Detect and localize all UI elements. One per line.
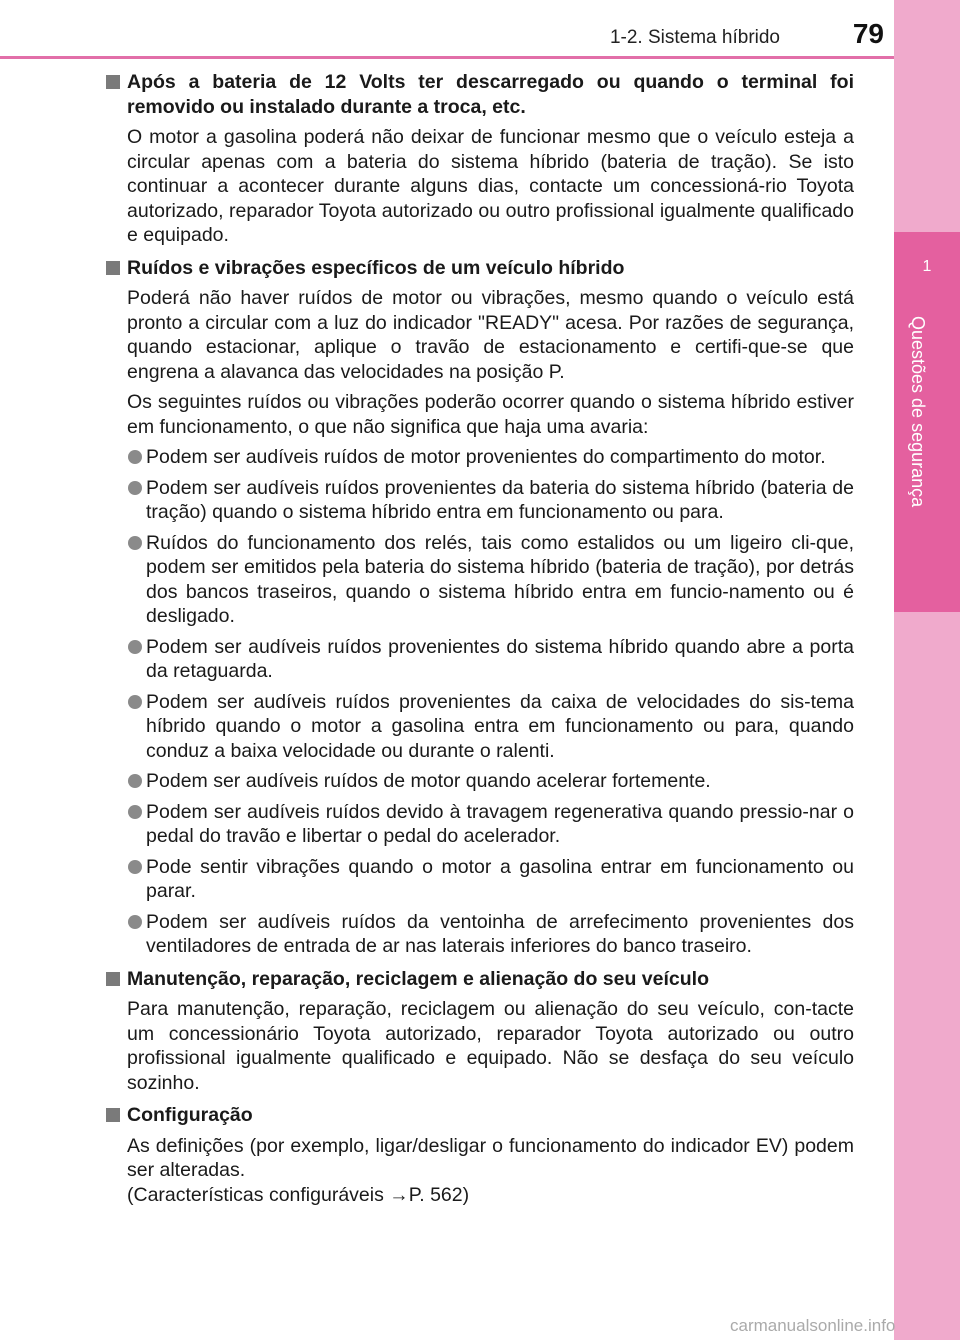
section-heading: Após a bateria de 12 Volts ter descarregado ou quando o terminal foi removido ou instalado durante a troca, etc. <box>127 71 854 118</box>
paragraph: Para manutenção, reparação, reciclagem ou alienação do seu veículo, con-tacte um concessionário Toyota autorizado, reparador Toyota autorizado ou outro profissional igualmente qualificado e equipado. Não se desfaça do seu veículo sozinho. <box>127 998 854 1094</box>
round-bullet-icon <box>128 536 142 550</box>
section-heading: Manutenção, reparação, reciclagem e alienação do seu veículo <box>127 967 709 990</box>
list-item <box>127 800 854 849</box>
page-reference[interactable]: (Características configuráveis →P. 562) <box>127 1183 470 1206</box>
section-battery <box>104 70 854 248</box>
page-content <box>104 70 854 1207</box>
round-bullet-icon <box>128 695 142 709</box>
list-item-text: Podem ser audíveis ruídos provenientes do sistema híbrido quando abre a porta da retaguarda. <box>146 635 854 682</box>
list-item-text: Ruídos do funcionamento dos relés, tais como estalidos ou um ligeiro cli-que, podem ser emitidos pela bateria do sistema híbrido (bateria de tração), por detrás dos bancos traseiros, quando o sistema híbrido entra em funcio-namento ou é desligado. <box>146 531 854 627</box>
list-item <box>127 855 854 904</box>
paragraph: Poderá não haver ruídos de motor ou vibrações, mesmo quando o veículo está pronto a circular com a luz do indicador "READY" acesa. Por razões de segurança, quando estacionar, aplique o travão de estacionamento e certifi-que-se que engrena a alavanca das velocidades na posição P. <box>127 287 854 383</box>
list-item <box>127 531 854 629</box>
list-item <box>127 476 854 525</box>
list-item <box>127 910 854 959</box>
list-item-text: Podem ser audíveis ruídos de motor provenientes do compartimento do motor. <box>146 446 826 468</box>
section-heading: Configuração <box>127 1104 253 1126</box>
chapter-sidebar <box>894 0 960 1340</box>
list-item-text: Pode sentir vibrações quando o motor a gasolina entrar em funcionamento ou parar. <box>146 855 854 902</box>
header-rule <box>0 56 894 59</box>
list-item-text: Podem ser audíveis ruídos provenientes da caixa de velocidades do sis-tema híbrido quando o motor a gasolina entra em funcionamento ou para, quando conduz a baixa velocidade ou durante o ralenti. <box>146 690 854 762</box>
round-bullet-icon <box>128 481 142 495</box>
section-noises <box>104 256 854 959</box>
round-bullet-icon <box>128 774 142 788</box>
square-bullet-icon <box>106 75 120 89</box>
paragraph: As definições (por exemplo, ligar/desligar o funcionamento do indicador EV) podem ser alteradas. <box>127 1134 854 1181</box>
chapter-title: Questões de segurança <box>908 316 928 508</box>
list-item-text: Podem ser audíveis ruídos de motor quando acelerar fortemente. <box>146 770 711 792</box>
list-item <box>127 635 854 684</box>
list-item <box>127 445 854 470</box>
section-title: 1-2. Sistema híbrido <box>609 27 780 48</box>
section-configuration <box>104 1103 854 1207</box>
list-item-text: Podem ser audíveis ruídos provenientes da bateria do sistema híbrido (bateria de tração) quando o sistema híbrido entra em funcionamento ou para. <box>146 476 854 523</box>
round-bullet-icon <box>128 805 142 819</box>
page-number: 79 <box>852 18 884 49</box>
square-bullet-icon <box>106 972 120 986</box>
round-bullet-icon <box>128 915 142 929</box>
list-item <box>127 690 854 764</box>
round-bullet-icon <box>128 640 142 654</box>
chapter-number: 1 <box>922 258 932 275</box>
paragraph: O motor a gasolina poderá não deixar de funcionar mesmo que o veículo esteja a circular apenas com a bateria do sistema híbrido (bateria de tração). Se isto continuar a acontecer durante alguns dias, contacte um concessioná-rio Toyota autorizado, reparador Toyota autorizado ou outro profissional igualmente qualificado e equipado. <box>127 126 854 246</box>
paragraph: Os seguintes ruídos ou vibrações poderão ocorrer quando o sistema híbrido estiver em funcionamento, o que não significa que haja uma avaria: <box>127 391 854 438</box>
section-maintenance <box>104 967 854 1096</box>
square-bullet-icon <box>106 261 120 275</box>
round-bullet-icon <box>128 450 142 464</box>
watermark: carmanualsonline.info <box>730 1316 896 1335</box>
list-item-text: Podem ser audíveis ruídos da ventoinha de arrefecimento provenientes dos ventiladores de entrada de ar nas laterais inferiores do banco traseiro. <box>146 910 854 957</box>
list-item <box>127 769 854 794</box>
list-item-text: Podem ser audíveis ruídos devido à travagem regenerativa quando pressio-nar o pedal do travão e libertar o pedal do acelerador. <box>146 800 854 847</box>
section-heading: Ruídos e vibrações específicos de um veículo híbrido <box>127 256 625 279</box>
round-bullet-icon <box>128 860 142 874</box>
square-bullet-icon <box>106 1108 120 1122</box>
